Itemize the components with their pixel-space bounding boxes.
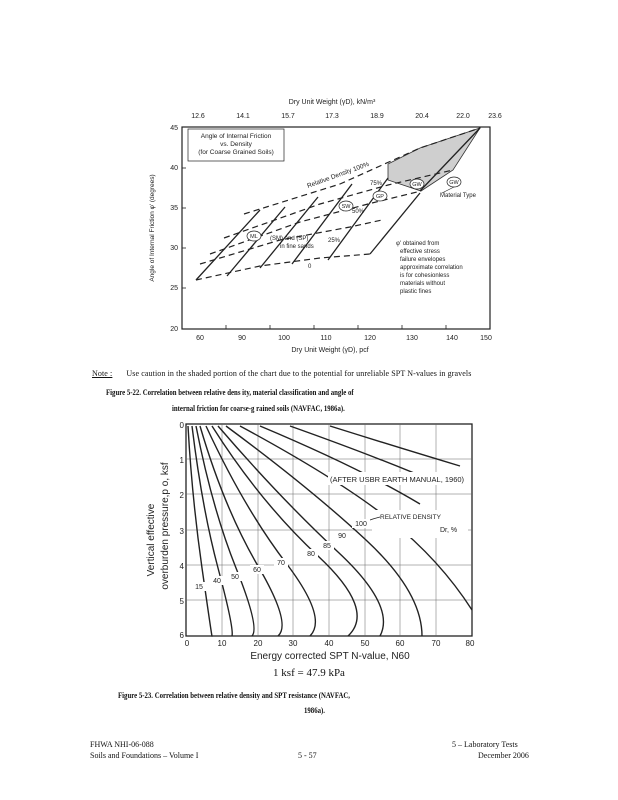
note <box>92 369 552 378</box>
bottom-tick: 110 <box>320 335 332 342</box>
curve-label: 90 <box>338 533 346 540</box>
title-box-line: (for Coarse Grained Soils) <box>198 149 274 156</box>
y-tick: 4 <box>179 562 184 571</box>
title-box <box>188 129 284 161</box>
y-tick: 40 <box>170 165 178 172</box>
bottom-tick: 60 <box>196 335 204 342</box>
y-tick: 30 <box>170 245 178 252</box>
x-tick: 60 <box>395 639 405 648</box>
top-tick: 18.9 <box>370 113 384 120</box>
y-tick: 3 <box>179 527 184 536</box>
footer-left-line2: Soils and Foundations – Volume I <box>90 751 199 760</box>
y-tick: 2 <box>179 491 184 500</box>
x-tick: 80 <box>465 639 475 648</box>
curve-label: 100 <box>355 521 367 528</box>
bottom-tick: 120 <box>364 335 376 342</box>
pct-75: 75% <box>370 181 383 187</box>
bottom-axis-label: Dry Unit Weight (γD), pcf <box>291 347 369 354</box>
x-tick: 10 <box>217 639 227 648</box>
footer-right-line2: December 2006 <box>478 751 529 760</box>
y-tick: 20 <box>170 326 178 333</box>
note-line: failure envelopes <box>400 257 446 263</box>
top-tick: 22.0 <box>456 113 470 120</box>
y-tick: 45 <box>170 125 178 132</box>
pct-0: 0 <box>308 264 312 270</box>
x-tick: 30 <box>288 639 298 648</box>
y-tick-labels <box>180 421 185 640</box>
x-tick: 0 <box>184 639 190 648</box>
curve-label: 50 <box>231 574 239 581</box>
y-tick: 35 <box>170 205 178 212</box>
figure-5-23-chart <box>140 418 490 664</box>
dr-label: Dr, % <box>440 527 458 534</box>
note-label: Note : <box>92 369 113 378</box>
curve-label: 15 <box>195 584 203 591</box>
y-axis-label-line1: Vertical effective <box>146 503 157 577</box>
note-line: φ' obtained from <box>396 241 440 247</box>
figure-5-22-caption-line2: internal friction for coarse-g rained soils (NAVFAC, 1986a). <box>172 403 345 413</box>
shaded-region <box>388 128 480 191</box>
curve-dr-85 <box>218 426 383 636</box>
fine-sands-label-1: (SM) and (SP) <box>270 236 309 242</box>
note-text: Use caution in the shaded portion of the chart due to the potential for unreliable SPT N-values in gravels <box>126 369 472 378</box>
unit-conversion: 1 ksf = 47.9 kPa <box>273 667 345 679</box>
figure-5-23-caption-line1: Figure 5-23. Correlation between relative density and SPT resistance (NAVFAC, <box>118 690 351 700</box>
relative-density-label: RELATIVE DENSITY <box>380 514 441 521</box>
x-tick: 50 <box>360 639 370 648</box>
top-tick: 23.6 <box>488 113 502 120</box>
curve-label: 80 <box>307 551 315 558</box>
material-type-label: Material Type <box>440 193 476 199</box>
pct-50: 50% <box>352 209 365 215</box>
bottom-tick: 140 <box>446 335 458 342</box>
curve-dr-60 <box>200 426 282 636</box>
top-tick: 14.1 <box>236 113 250 120</box>
curve-dr-40 <box>192 426 232 636</box>
effective-stress-note <box>396 241 463 295</box>
top-axis-label: Dry Unit Weight (γD), kN/m³ <box>288 99 376 106</box>
bottom-tick: 150 <box>480 335 492 342</box>
soil-type-sw: SW <box>341 204 351 210</box>
relative-density-label: Relative Density 100% <box>306 160 371 190</box>
footer-right-line1: 5 – Laboratory Tests <box>452 740 518 749</box>
x-tick: 70 <box>431 639 441 648</box>
y-tick: 6 <box>179 631 184 640</box>
y-tick: 25 <box>170 285 178 292</box>
curve-dr-steep-c <box>330 426 460 466</box>
title-box-line: Angle of Internal Friction <box>200 133 272 140</box>
y-tick: 0 <box>179 421 184 430</box>
curve-label: 60 <box>253 567 261 574</box>
note-line: materials without <box>400 281 446 287</box>
x-tick: 20 <box>253 639 263 648</box>
note-line: is for cohesionless <box>400 273 450 279</box>
top-tick: 20.4 <box>415 113 429 120</box>
source-label: (AFTER USBR EARTH MANUAL, 1960) <box>330 475 465 484</box>
pct-25: 25% <box>328 238 341 244</box>
soil-type-gp: GP <box>376 194 384 200</box>
bottom-tick: 100 <box>278 335 290 342</box>
figure-5-22-caption-line1: Figure 5-22. Correlation between relative dens ity, material classification and angle of <box>106 387 354 397</box>
y-tick: 1 <box>179 456 184 465</box>
figure-5-22-chart <box>120 92 520 362</box>
note-line: effective stress <box>400 249 440 255</box>
y-axis-label: Angle of Internal Friction φ' (degrees) <box>149 174 156 282</box>
top-tick: 12.6 <box>191 113 205 120</box>
top-tick-labels <box>191 113 502 120</box>
x-tick: 40 <box>324 639 334 648</box>
y-axis-label-line2: overburden pressure,p o, ksf <box>160 462 171 590</box>
soil-type-ml: ML <box>250 234 258 240</box>
curve-label: 85 <box>323 543 331 550</box>
bottom-tick: 90 <box>238 335 246 342</box>
y-tick-labels <box>170 125 178 333</box>
note-line: approximate correlation <box>400 265 463 271</box>
title-box-line: vs. Density <box>220 141 252 148</box>
x-axis-label: Energy corrected SPT N-value, N60 <box>250 651 410 662</box>
bottom-tick: 130 <box>406 335 418 342</box>
page-number: 5 - 57 <box>298 751 317 760</box>
soil-type-gw-material: GW <box>449 180 459 186</box>
note-line: plastic fines <box>400 289 432 295</box>
bottom-tick-labels <box>196 335 492 342</box>
curve-label: 40 <box>213 578 221 585</box>
top-tick: 17.3 <box>325 113 339 120</box>
soil-type-gw: GW <box>412 182 422 188</box>
y-tick: 5 <box>179 597 184 606</box>
fine-sands-label-2: in fine sands <box>280 244 314 250</box>
footer-left-line1: FHWA NHI-06-088 <box>90 740 154 749</box>
curve-label: 70 <box>277 560 285 567</box>
curve-dr-15 <box>188 426 212 636</box>
x-tick-labels <box>185 639 475 648</box>
figure-5-23-caption-line2: 1986a). <box>304 705 325 715</box>
top-tick: 15.7 <box>281 113 295 120</box>
